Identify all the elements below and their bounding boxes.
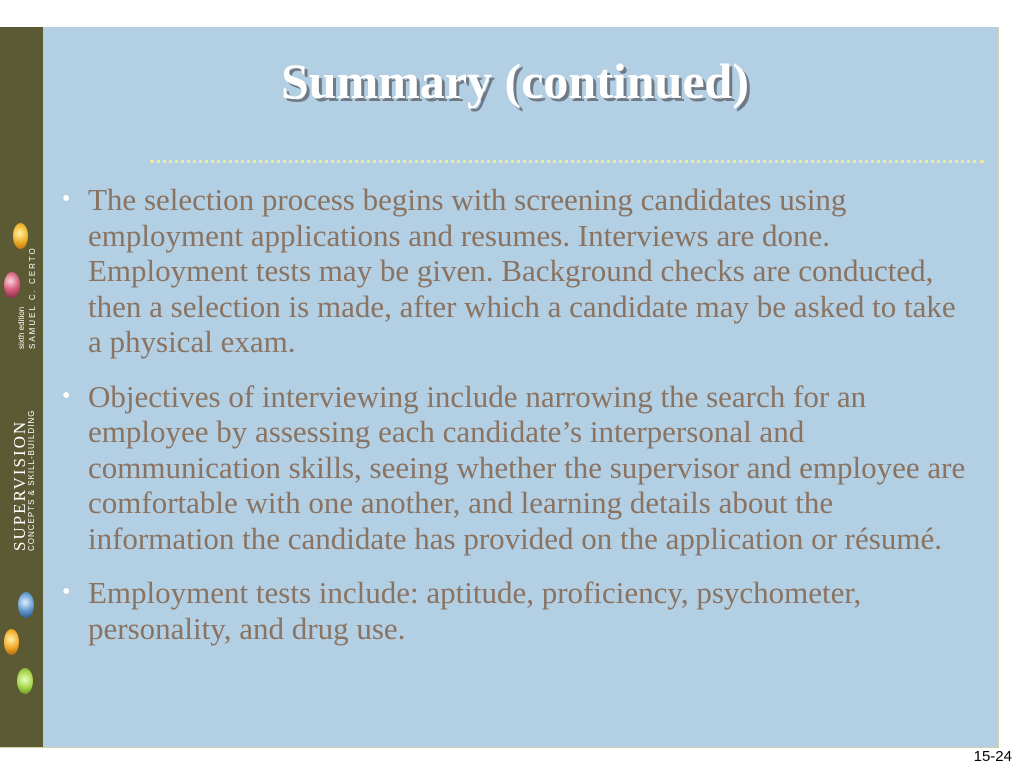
gem-icon	[4, 272, 20, 298]
spine-book-title: SUPERVISION	[10, 419, 29, 551]
title-divider	[150, 160, 984, 163]
gem-icon	[4, 629, 19, 655]
slide-title: Summary (continued)	[280, 53, 750, 109]
bullet-text: Objectives of interviewing include narrowing the search for an employee by assessing each candidate’s interpersonal and communication skills, seeing whether the supervisor and employee are comfortable with one another, and learning details about the information the candidate has provided on the application or résumé.	[88, 378, 966, 556]
spine-author: SAMUEL C. CERTO	[28, 246, 37, 349]
book-spine	[0, 27, 43, 747]
bullet-item	[62, 182, 972, 360]
spine-subtitle: CONCEPTS & SKILL-BUILDING	[27, 409, 36, 551]
bullet-item	[62, 379, 972, 557]
page-number: 15-24	[973, 748, 1012, 765]
gem-icon	[18, 592, 34, 618]
bullet-icon: •	[62, 579, 71, 605]
gem-icon	[17, 668, 33, 694]
gem-icon	[13, 223, 28, 249]
spine-edition: sixth edition	[17, 306, 26, 349]
bullet-text: The selection process begins with screening candidates using employment applications and resumes. Interviews are done. Employment tests may be given. Background checks are conducted, then a selection is made, after which a candidate may be asked to take a physical exam.	[88, 182, 956, 359]
bullet-list	[62, 182, 972, 665]
bullet-icon: •	[62, 382, 71, 409]
bullet-item	[62, 575, 972, 646]
bullet-icon: •	[62, 186, 71, 212]
bullet-text: Employment tests include: aptitude, proficiency, psychometer, personality, and drug use.	[88, 575, 862, 646]
